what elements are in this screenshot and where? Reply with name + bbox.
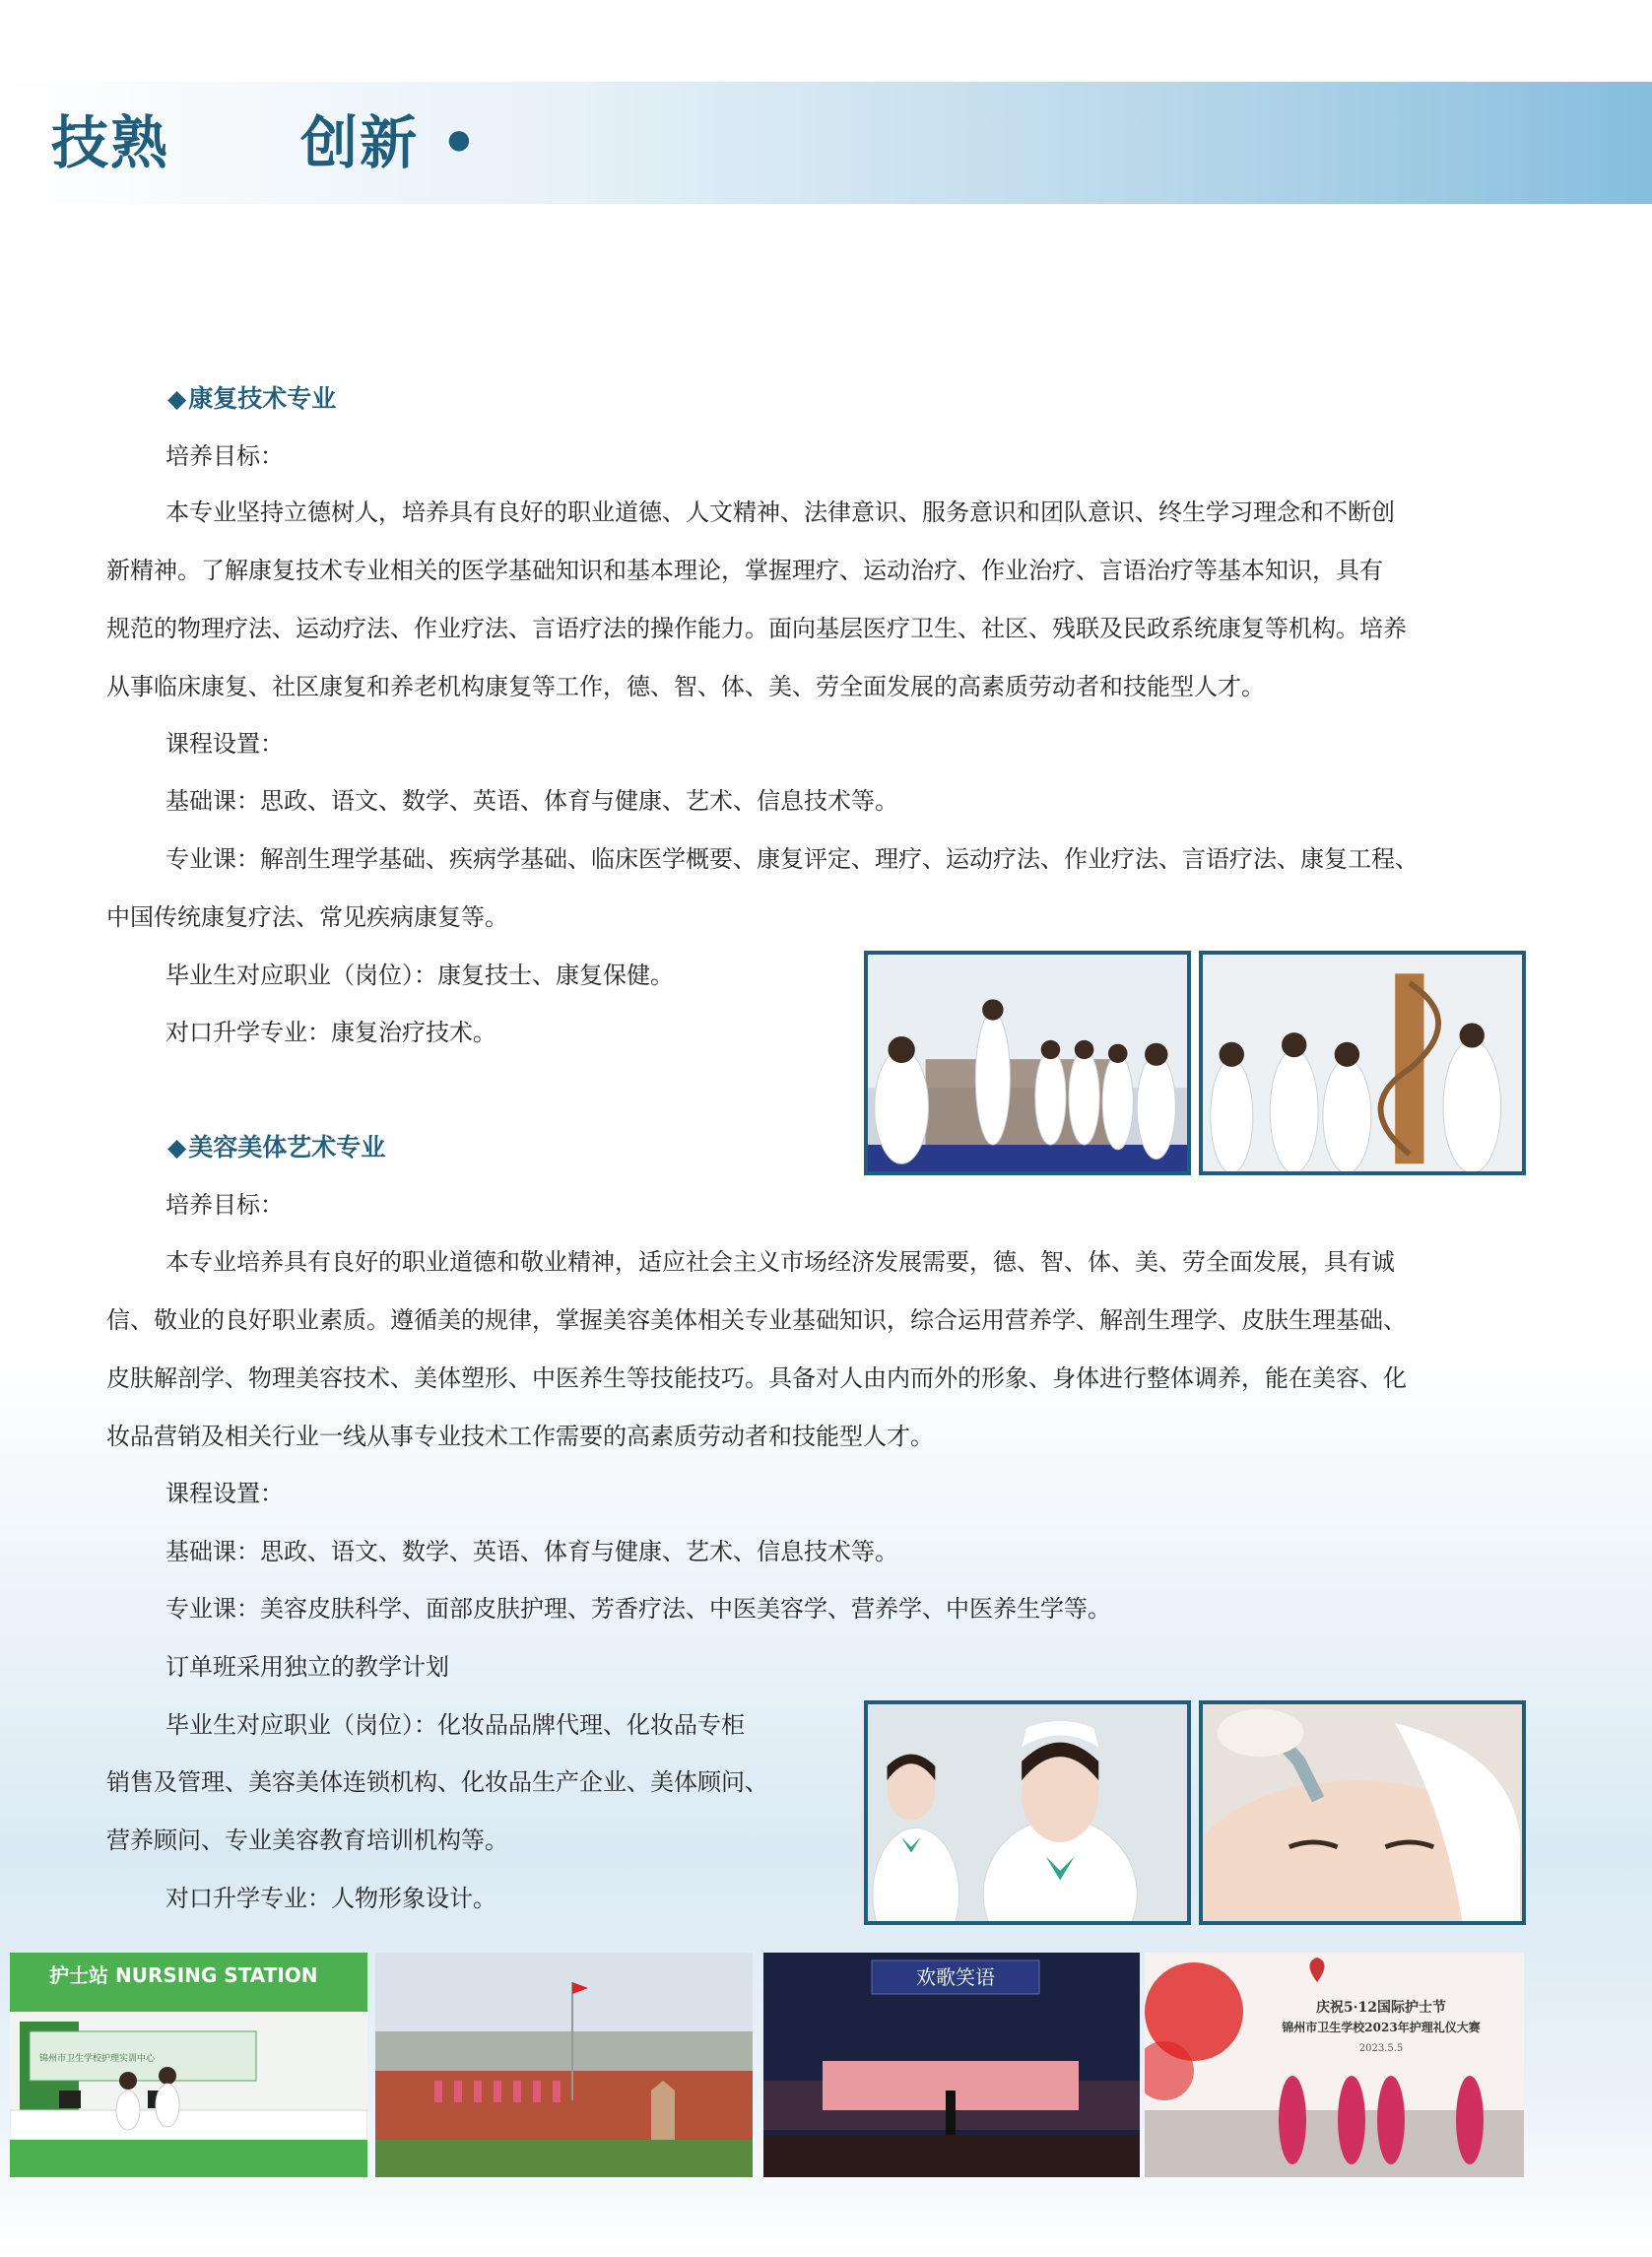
section1-course-label: 课程设置： bbox=[165, 730, 284, 758]
nurse-day-line2: 锦州市卫生学校2023年护理礼仪大赛 bbox=[1282, 2021, 1481, 2034]
section2-goal-line: 信、敬业的良好职业素质。遵循美的规律，掌握美容美体相关专业基础知识，综合运用营养学、解剖生理学、皮肤生理基础、 bbox=[106, 1306, 1407, 1334]
nursing-students-photo bbox=[864, 1700, 1191, 1925]
section1-goal-line: 从事临床康复、社区康复和养老机构康复等工作，德、智、体、美、劳全面发展的高素质劳动者和技能型人才。 bbox=[106, 673, 1265, 700]
section2-course-label: 课程设置： bbox=[165, 1480, 284, 1507]
section1-goal-line: 规范的物理疗法、运动疗法、作业疗法、言语疗法的操作能力。面向基层医疗卫生、社区、残联及民政系统康复等机构。培养 bbox=[106, 615, 1407, 642]
page-header-title bbox=[51, 99, 479, 187]
section1-title-text: 康复技术专业 bbox=[188, 384, 337, 413]
section1-basic-courses: 基础课：思政、语文、数学、英语、体育与健康、艺术、信息技术等。 bbox=[165, 787, 898, 815]
section1-jobs: 毕业生对应职业（岗位）：康复技士、康复保健。 bbox=[165, 962, 674, 989]
header-title-part-a: 技熟 bbox=[51, 109, 170, 176]
nursing-station-photo bbox=[10, 1953, 367, 2177]
stage-banner-text: 欢歌笑语 bbox=[916, 1965, 995, 1989]
section1-major-courses: 中国传统康复疗法、常见疾病康复等。 bbox=[106, 903, 508, 931]
diamond-bullet-icon: ◆ bbox=[167, 1133, 187, 1162]
section2-goal-line: 皮肤解剖学、物理美容技术、美体塑形、中医养生等技能技巧。具备对人由内而外的形象、身体进行整体调养，能在美容、化 bbox=[106, 1364, 1407, 1392]
section1-goal-label: 培养目标： bbox=[165, 442, 284, 470]
section1-title bbox=[167, 384, 336, 414]
section2-goal-line: 妆品营销及相关行业一线从事专业技术工作需要的高素质劳动者和技能型人才。 bbox=[106, 1423, 934, 1450]
nurse-day-date: 2023.5.5 bbox=[1358, 2043, 1404, 2054]
section2-jobs: 营养顾问、专业美容教育培训机构等。 bbox=[106, 1826, 508, 1854]
section2-major-courses: 专业课：美容皮肤科学、面部皮肤护理、芳香疗法、中医美容学、营养学、中医养生学等。 bbox=[165, 1595, 1111, 1623]
section2-goal-line: 本专业培养具有良好的职业道德和敬业精神，适应社会主义市场经济发展需要，德、智、体、美、劳全面发展，具有诚 bbox=[165, 1248, 1395, 1276]
nurse-day-etiquette-photo bbox=[1145, 1953, 1524, 2177]
sports-parade-photo bbox=[375, 1953, 753, 2177]
section2-jobs: 销售及管理、美容美体连锁机构、化妆品生产企业、美体顾问、 bbox=[106, 1768, 768, 1796]
section2-jobs: 毕业生对应职业（岗位）：化妆品品牌代理、化妆品专柜 bbox=[165, 1711, 745, 1739]
header-title-dot: • bbox=[440, 109, 480, 176]
diamond-bullet-icon: ◆ bbox=[167, 384, 187, 413]
rehab-training-photo-1 bbox=[864, 951, 1191, 1175]
section2-title-text: 美容美体艺术专业 bbox=[188, 1133, 386, 1162]
nurse-day-line1: 庆祝5·12国际护士节 bbox=[1315, 2000, 1447, 2016]
rehab-training-photo-2 bbox=[1199, 951, 1526, 1175]
section1-goal-line: 新精神。了解康复技术专业相关的医学基础知识和基本理论，掌握理疗、运动治疗、作业治疗、言语治疗等基本知识，具有 bbox=[106, 557, 1383, 584]
section2-basic-courses: 基础课：思政、语文、数学、英语、体育与健康、艺术、信息技术等。 bbox=[165, 1538, 898, 1565]
facial-beauty-photo bbox=[1199, 1700, 1526, 1925]
section2-order-class: 订单班采用独立的教学计划 bbox=[165, 1653, 449, 1681]
choir-stage-photo bbox=[763, 1953, 1140, 2177]
nursing-station-sign: 护士站 NURSING STATION bbox=[49, 1963, 318, 1987]
section2-goal-label: 培养目标： bbox=[165, 1191, 284, 1219]
section1-further-study: 对口升学专业：康复治疗技术。 bbox=[165, 1019, 496, 1046]
section1-major-courses: 专业课：解剖生理学基础、疾病学基础、临床医学概要、康复评定、理疗、运动疗法、作业疗法、言语疗法、康复工程、 bbox=[165, 845, 1419, 873]
header-title-part-b: 创新 bbox=[300, 109, 420, 176]
section2-title bbox=[167, 1133, 385, 1162]
section1-goal-line: 本专业坚持立德树人，培养具有良好的职业道德、人文精神、法律意识、服务意识和团队意识、终生学习理念和不断创 bbox=[165, 498, 1395, 526]
section2-further-study: 对口升学专业：人物形象设计。 bbox=[165, 1885, 496, 1912]
nursing-station-board: 锦州市卫生学校护理实训中心 bbox=[39, 2054, 156, 2064]
